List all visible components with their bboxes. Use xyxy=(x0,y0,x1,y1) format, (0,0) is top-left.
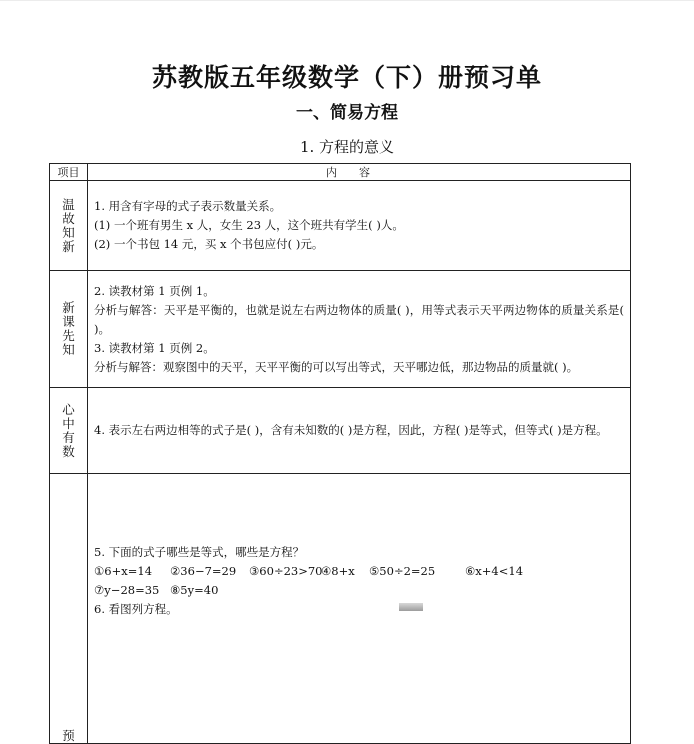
question-2: 2. 读教材第 1 页例 1。 xyxy=(94,283,215,298)
section-title: 1. 方程的意义 xyxy=(299,138,395,156)
row-label-char: 知 xyxy=(62,342,75,357)
option-3: ③60÷23>70 xyxy=(249,564,323,578)
row-label-char: 故 xyxy=(62,210,75,226)
row-label-char: 新 xyxy=(62,238,75,254)
row-label-char: 预 xyxy=(62,728,75,743)
row-label-char: 温 xyxy=(62,196,75,212)
question-4: 4. 表示左右两边相等的式子是( )，含有未知数的( )是方程，因此，方程( )是等式，但等式( )是方程。 xyxy=(94,423,608,437)
column-header-item: 项目 xyxy=(50,164,88,181)
question-5: 5. 下面的式子哪些是等式，哪些是方程？ xyxy=(94,545,305,559)
row-label-char: 课 xyxy=(62,314,75,329)
question-1: 1. 用含有字母的式子表示数量关系。 xyxy=(94,199,282,213)
column-header-content-text: 内容 xyxy=(326,166,392,179)
row-label-review xyxy=(50,181,88,271)
figure-fragment xyxy=(399,603,423,611)
row-label-practice xyxy=(50,474,88,744)
row-content-summary xyxy=(88,388,631,474)
page-top-edge xyxy=(0,0,694,1)
row-label-char: 有 xyxy=(62,429,75,445)
option-5: ⑤50÷2=25 xyxy=(369,564,436,578)
row-content-review xyxy=(88,181,631,271)
option-8: ⑧5y=40 xyxy=(170,583,219,597)
row-label-char: 先 xyxy=(62,328,75,343)
question-1-part-1: (1) 一个班有男生 x 人，女生 23 人，这个班共有学生( )人。 xyxy=(94,218,404,232)
row-label-char: 心 xyxy=(62,401,75,417)
column-header-content xyxy=(88,164,631,181)
row-label-char: 数 xyxy=(62,443,75,459)
table-row xyxy=(50,388,631,474)
option-2: ②36−7=29 xyxy=(170,564,237,578)
row-label-char: 新 xyxy=(62,300,75,315)
option-4: ④8+x xyxy=(321,564,355,578)
table-row xyxy=(50,271,631,388)
question-3-analysis: 分析与解答：观察图中的天平，天平平衡的可以写出等式，天平哪边低，那边物品的质量就( )。 xyxy=(94,359,579,374)
table-header-row xyxy=(50,164,631,181)
option-6: ⑥x+4<14 xyxy=(465,564,524,578)
question-1-part-2: (2) 一个书包 14 元，买 x 个书包应付( )元。 xyxy=(94,237,324,251)
question-2-analysis: 分析与解答：天平是平衡的，也就是说左右两边物体的质量( )，用等式表示天平两边物体的质量关系是( )。 xyxy=(94,302,624,336)
row-label-char: 知 xyxy=(62,224,75,240)
worksheet-table xyxy=(49,163,631,744)
question-6: 6. 看图列方程。 xyxy=(94,602,178,616)
table-row xyxy=(50,181,631,271)
row-content-practice xyxy=(88,474,631,744)
question-5-options-b xyxy=(94,581,624,600)
row-label-preview xyxy=(50,271,88,388)
row-label-summary xyxy=(50,388,88,474)
page-title: 苏教版五年级数学（下）册预习单 xyxy=(151,63,542,92)
unit-title: 一、简易方程 xyxy=(296,103,398,123)
question-5-options-a xyxy=(94,562,624,581)
question-3: 3. 读教材第 1 页例 2。 xyxy=(94,340,215,355)
row-label-char: 中 xyxy=(62,415,75,431)
row-content-preview xyxy=(88,271,631,388)
option-1: ①6+x=14 xyxy=(94,564,153,578)
table-row xyxy=(50,474,631,744)
option-7: ⑦y−28=35 xyxy=(94,583,160,597)
